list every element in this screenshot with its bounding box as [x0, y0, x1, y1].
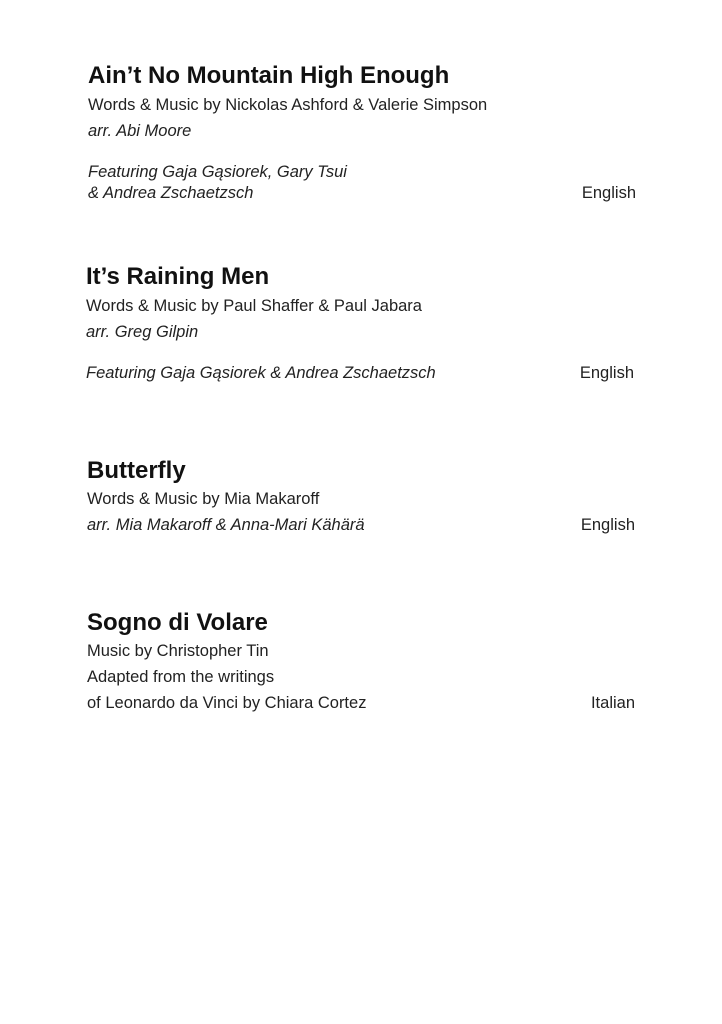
song-language: English	[581, 184, 636, 202]
song-featuring: Featuring Gaja Gąsiorek & Andrea Zschaetzsch	[86, 364, 436, 382]
song-credits-line2: Adapted from the writings	[87, 668, 275, 686]
song-arranger: arr. Mia Makaroff & Anna-Mari Kähärä	[87, 516, 365, 534]
song-title: It’s Raining Men	[86, 263, 270, 290]
song-featuring: Featuring Gaja Gąsiorek, Gary Tsui	[88, 163, 347, 181]
song-credits: Words & Music by Paul Shaffer & Paul Jabara	[86, 297, 422, 315]
song-arranger: arr. Abi Moore	[88, 122, 192, 140]
song-credits: Words & Music by Nickolas Ashford & Valerie Simpson	[88, 96, 488, 114]
song-language: English	[579, 364, 634, 382]
song-title: Butterfly	[87, 457, 186, 484]
song-credits: Music by Christopher Tin	[87, 642, 269, 660]
song-language: English	[580, 516, 635, 534]
song-arranger: arr. Greg Gilpin	[86, 323, 199, 341]
song-language: Italian	[590, 694, 635, 712]
song-title: Sogno di Volare	[87, 609, 268, 636]
song-credits: Words & Music by Mia Makaroff	[87, 490, 320, 508]
song-title: Ain’t No Mountain High Enough	[88, 62, 450, 89]
song-featuring-continued: & Andrea Zschaetzsch	[88, 184, 254, 202]
song-credits-line3: of Leonardo da Vinci by Chiara Cortez	[87, 694, 367, 712]
